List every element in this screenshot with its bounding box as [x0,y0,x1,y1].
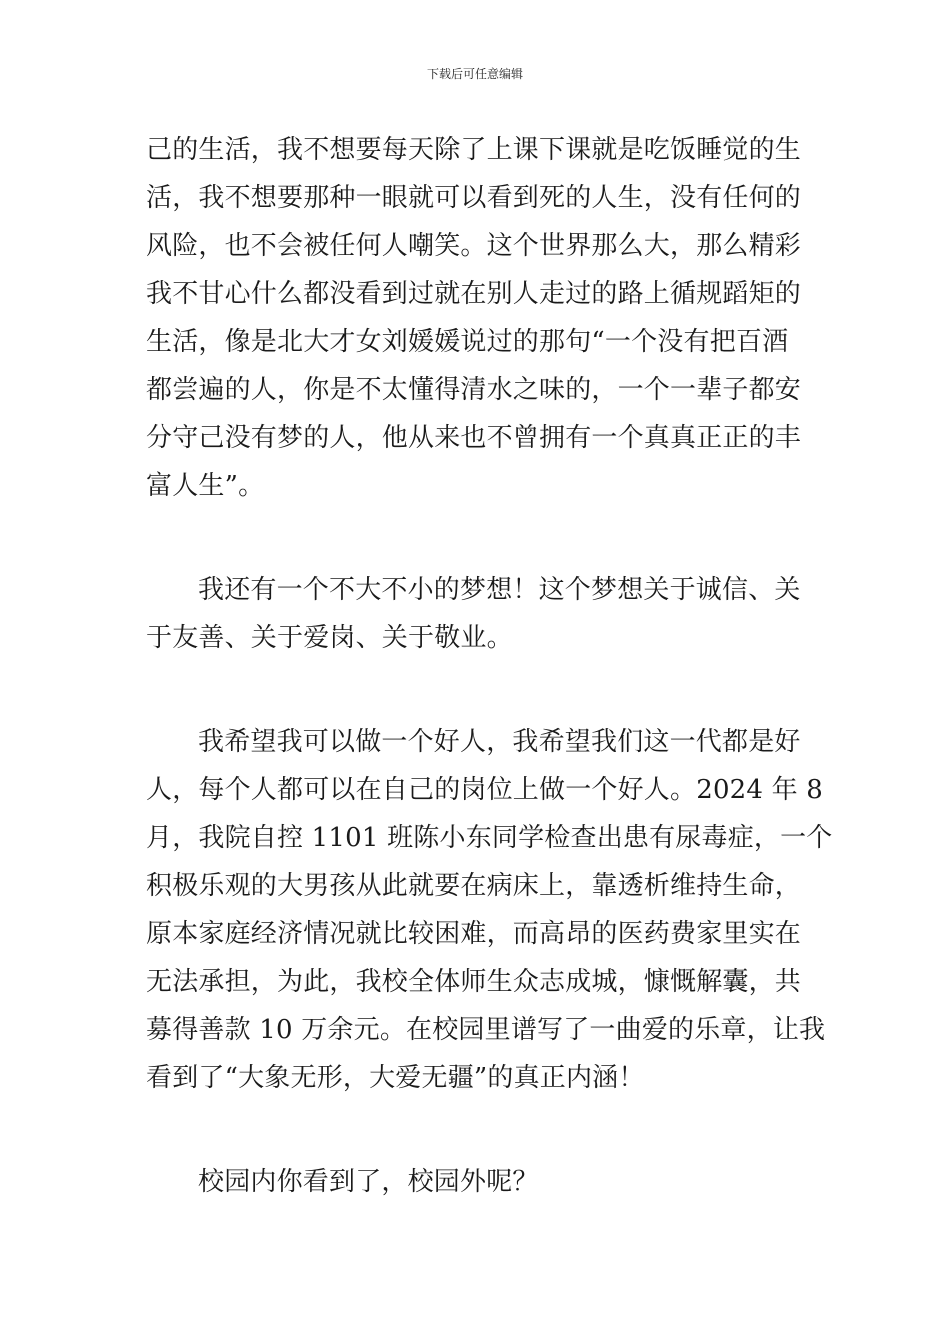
paragraph-1 [146,126,810,510]
document-body [146,126,833,1206]
text-line: 活，我不想要那种一眼就可以看到死的人生，没有任何的 [146,183,802,213]
paragraph-2 [146,566,810,662]
text-line: 己的生活，我不想要每天除了上课下课就是吃饭睡觉的生 [146,135,802,165]
text-line: 生活，像是北大才女刘媛媛说过的那句“一个没有把百酒 [146,327,789,357]
paragraph-3 [146,718,833,1102]
text-line: 人，每个人都可以在自己的岗位上做一个好人。2024 年 8 [146,775,824,805]
paragraph-spacer [146,1102,810,1158]
page-header: 下载后可任意编辑 [426,67,523,81]
text-line: 无法承担，为此，我校全体师生众志成城，慷慨解囊，共 [146,967,802,997]
paragraph-spacer [146,510,810,566]
text-line: 积极乐观的大男孩从此就要在病床上，靠透析维持生命， [146,871,802,901]
text-line: 风险，也不会被任何人嘲笑。这个世界那么大，那么精彩 [146,231,802,261]
paragraph-4 [146,1158,810,1206]
text-line: 富人生”。 [146,471,265,501]
text-line: 我还有一个不大不小的梦想！这个梦想关于诚信、关 [198,575,801,605]
text-line: 于友善、关于爱岗、关于敬业。 [146,623,513,653]
text-line: 校园内你看到了，校园外呢？ [198,1167,539,1197]
text-line: 原本家庭经济情况就比较困难，而高昂的医药费家里实在 [146,919,802,949]
text-line: 月，我院自控 1101 班陈小东同学检查出患有尿毒症，一个 [146,823,833,853]
text-line: 我不甘心什么都没看到过就在别人走过的路上循规蹈矩的 [146,279,802,309]
paragraph-spacer [146,662,810,718]
text-line: 都尝遍的人，你是不太懂得清水之味的，一个一辈子都安 [146,375,802,405]
text-line: 分守己没有梦的人，他从来也不曾拥有一个真真正正的丰 [146,423,802,453]
text-line: 我希望我可以做一个好人，我希望我们这一代都是好 [198,727,801,757]
text-line: 募得善款 10 万余元。在校园里谱写了一曲爱的乐章，让我 [146,1015,826,1045]
text-line: 看到了“大象无形，大爱无疆”的真正内涵！ [146,1063,645,1093]
